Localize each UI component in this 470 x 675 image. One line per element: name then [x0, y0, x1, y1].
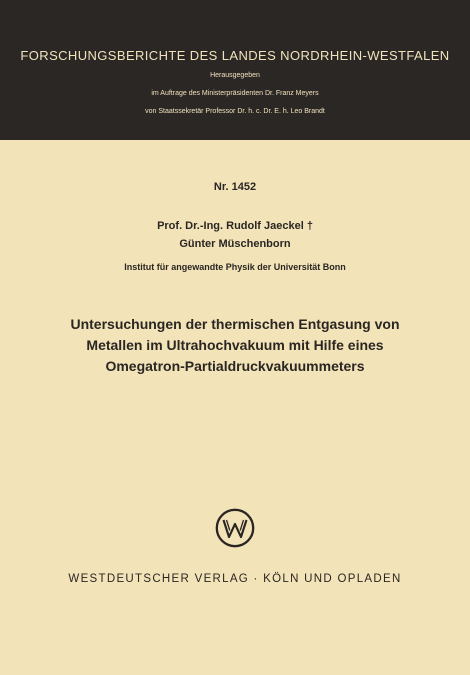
westdeutscher-verlag-w-logo-icon	[215, 508, 255, 548]
report-number: Nr. 1452	[213, 181, 257, 193]
publisher-line: WESTDEUTSCHER VERLAG · KÖLN UND OPLADEN	[68, 573, 402, 585]
author-1: Prof. Dr.-Ing. Rudolf Jaeckel †	[157, 220, 313, 232]
editor-line-2: im Auftrage des Ministerpräsidenten Dr. Franz Meyers	[151, 90, 319, 97]
series-title: FORSCHUNGSBERICHTE DES LANDES NORDRHEIN-WESTFALEN	[20, 48, 450, 63]
institute: Institut für angewandte Physik der Universität Bonn	[124, 262, 346, 272]
title-line-2: Metallen im Ultrahochvakuum mit Hilfe eines	[86, 337, 384, 353]
author-2: Günter Müschenborn	[179, 238, 291, 250]
header-band	[0, 0, 470, 140]
title-line-1: Untersuchungen der thermischen Entgasung von	[70, 316, 400, 332]
editor-line-1: Herausgegeben	[210, 72, 260, 79]
editor-line-3: von Staatssekretär Professor Dr. h. c. Dr. E. h. Leo Brandt	[145, 108, 325, 115]
title-line-3: Omegatron-Partialdruckvakuummeters	[105, 358, 365, 374]
